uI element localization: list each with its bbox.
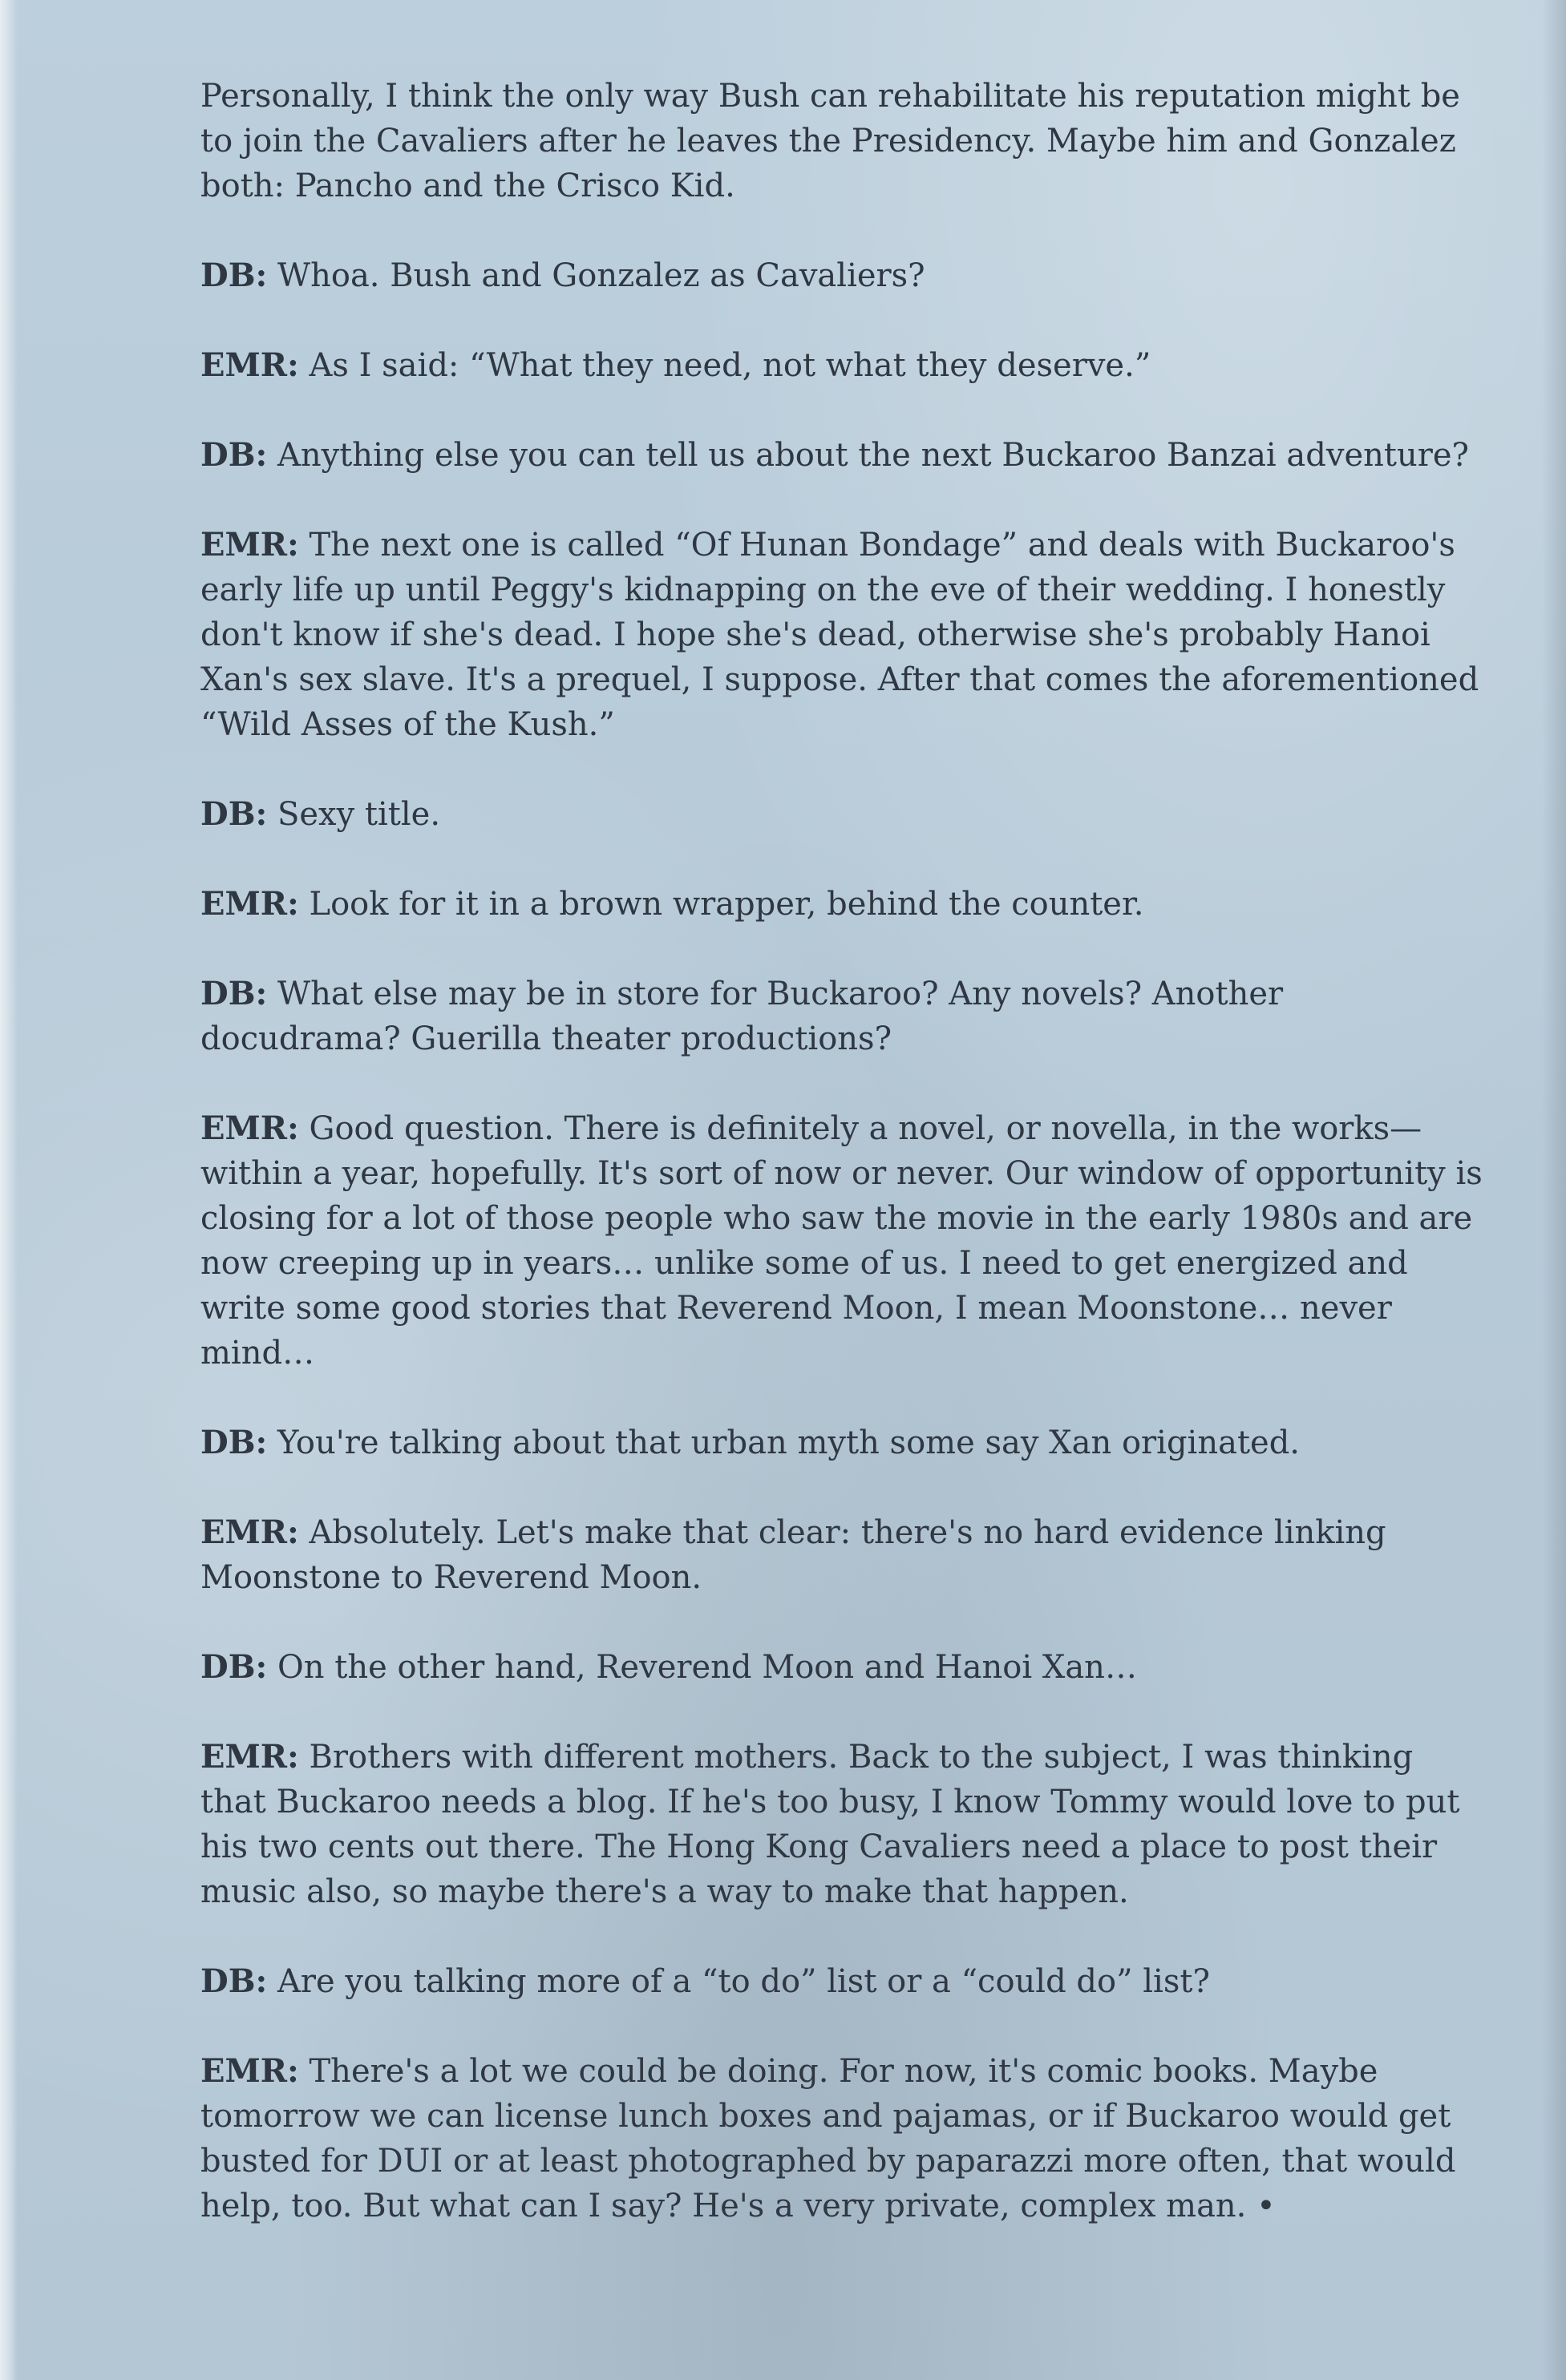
paragraph-text: Sexy title. [277,796,441,833]
page-edge [0,0,18,2380]
paragraph [200,253,1483,298]
paragraph-text: Brothers with different mothers. Back to the subject, I was thinking that Buckaroo needs a blog. If he's too busy, I know Tommy would love to put his two cents out there. The Hong Kong Cavaliers need a place to post their music also, so maybe there's a way to make that happen. [200,1739,1460,1910]
paragraph [200,882,1483,927]
paragraph-text: Good question. There is definitely a novel, or novella, in the works—within a year, hopefully. It's sort of now or never. Our window of opportunity is closing for a lot of those people who saw the movie in the early 1980s and are now creeping up in years… unlike some of us. I need to get energized and write some good stories that Reverend Moon, I mean Moonstone… never mind… [200,1110,1483,1372]
paragraph-text: On the other hand, Reverend Moon and Hanoi Xan… [277,1649,1137,1686]
paragraph [200,343,1483,388]
paragraph [200,792,1483,837]
speaker-label: EMR: [200,1738,299,1776]
page-shadow [1542,0,1566,2380]
paragraph-text: The next one is called “Of Hunan Bondage” and deals with Buckaroo's early life up until Peggy's kidnapping on the eve of their wedding. I honestly don't know if she's dead. I hope she's dead, otherwise she's probably Hanoi Xan's sex slave. It's a prequel, I suppose. After that comes the aforementioned “Wild Asses of the Kush.” [200,527,1479,743]
speaker-label: EMR: [200,1513,299,1551]
paragraph-text: Anything else you can tell us about the next Buckaroo Banzai adventure? [277,437,1469,474]
interview-text-column [200,74,1483,2273]
speaker-label: DB: [200,436,268,474]
speaker-label: EMR: [200,2052,299,2090]
speaker-label: EMR: [200,885,299,923]
paragraph-text: Personally, I think the only way Bush can rehabilitate his reputation might be to join the Cavaliers after he leaves the Presidency. Maybe him and Gonzalez both: Pancho and the Crisco Kid. [200,78,1460,204]
paragraph-text: You're talking about that urban myth some say Xan originated. [277,1424,1301,1461]
paragraph [200,74,1483,208]
paragraph [200,1106,1483,1376]
paragraph-text: Whoa. Bush and Gonzalez as Cavaliers? [277,257,925,294]
paragraph-text: Are you talking more of a “to do” list or a “could do” list? [277,1963,1210,2000]
paragraph-text: What else may be in store for Buckaroo? Any novels? Another docudrama? Guerilla theater productions? [200,976,1284,1057]
paragraph [200,523,1483,747]
speaker-label: DB: [200,1962,268,2000]
paragraph [200,433,1483,478]
speaker-label: DB: [200,1648,268,1686]
paragraph [200,1510,1483,1600]
paragraph-text: Absolutely. Let's make that clear: there's no hard evidence linking Moonstone to Reverend Moon. [200,1514,1386,1596]
paragraph [200,1420,1483,1465]
paragraph [200,972,1483,1061]
paragraph [200,1735,1483,1914]
paragraph-text: As I said: “What they need, not what they deserve.” [309,347,1151,384]
paragraph-text: There's a lot we could be doing. For now, it's comic books. Maybe tomorrow we can license lunch boxes and pajamas, or if Buckaroo would get busted for DUI or at least photographed by paparazzi more often, that would help, too. But what can I say? He's a very private, complex man. • [200,2053,1456,2224]
paragraph [200,2049,1483,2228]
speaker-label: EMR: [200,1109,299,1147]
speaker-label: DB: [200,1424,268,1461]
speaker-label: DB: [200,795,268,833]
paragraph-text: Look for it in a brown wrapper, behind the counter. [309,886,1144,923]
paragraph [200,1645,1483,1690]
speaker-label: DB: [200,975,268,1012]
speaker-label: EMR: [200,346,299,384]
paragraph [200,1959,1483,2004]
speaker-label: EMR: [200,526,299,564]
speaker-label: DB: [200,257,268,294]
